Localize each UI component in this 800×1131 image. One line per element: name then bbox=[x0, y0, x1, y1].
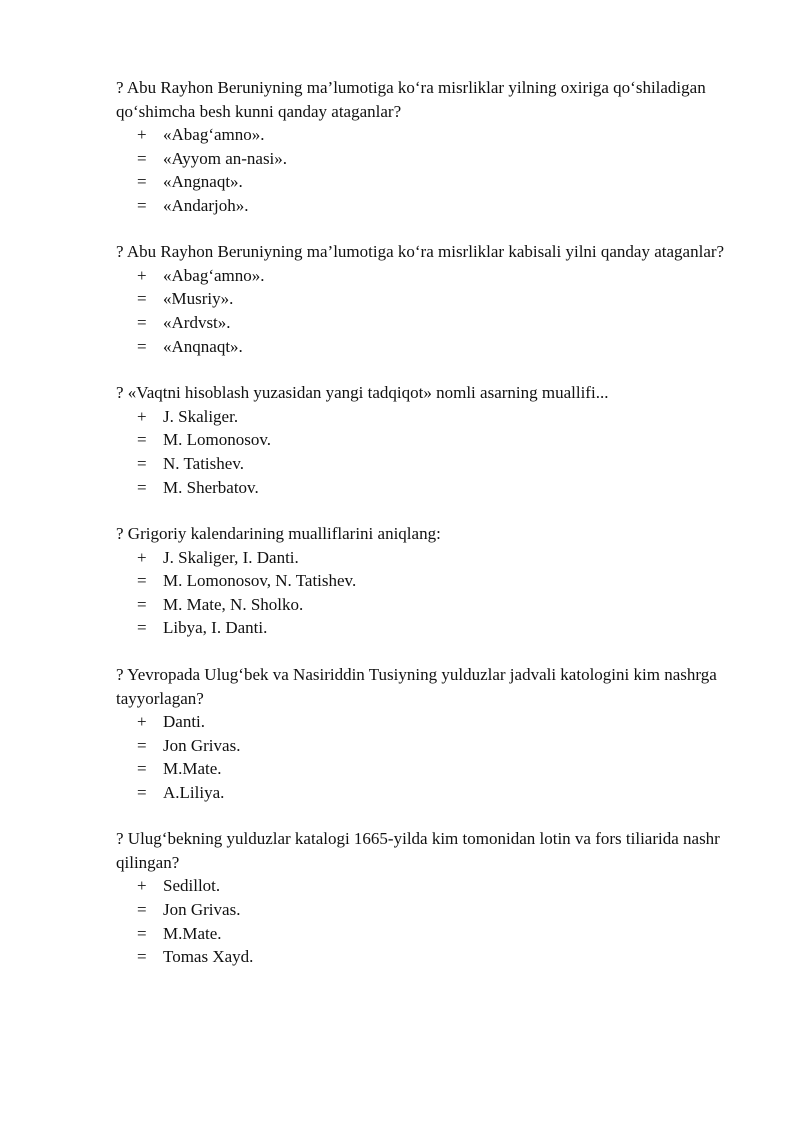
answer-marker: = bbox=[137, 313, 147, 333]
answer-text: «Ardvst». bbox=[163, 313, 231, 333]
answer-text: M.Mate. bbox=[163, 759, 222, 779]
answer-text: Jon Grivas. bbox=[163, 899, 241, 919]
answer-option bbox=[116, 898, 756, 922]
answer-marker: = bbox=[137, 172, 147, 192]
question-block bbox=[116, 827, 756, 968]
answer-option bbox=[116, 710, 756, 734]
answer-text: «Ayyom an-nasi». bbox=[163, 148, 288, 168]
answer-text: J. Skaliger, I. Danti. bbox=[163, 547, 299, 567]
question-block bbox=[116, 240, 756, 358]
answer-option bbox=[116, 170, 756, 194]
answer-option bbox=[116, 781, 756, 805]
answer-marker: = bbox=[137, 289, 147, 309]
answer-marker: = bbox=[137, 453, 147, 473]
answer-marker: = bbox=[137, 735, 147, 755]
answer-marker: = bbox=[137, 477, 147, 497]
answer-text: J. Skaliger. bbox=[163, 406, 239, 426]
answer-option bbox=[116, 428, 756, 452]
answer-option bbox=[116, 194, 756, 218]
answer-marker: = bbox=[137, 782, 147, 802]
answer-option bbox=[116, 287, 756, 311]
question-text: ? «Vaqtni hisoblash yuzasidan yangi tadqiqot» nomli asarning muallifi... bbox=[116, 383, 609, 403]
answer-marker: = bbox=[137, 923, 147, 943]
question-text: ? Abu Rayhon Beruniyning ma’lumotiga ko‘ra misrliklar yilning oxiriga qo‘shiladigan qo‘shimcha besh kunni qanday ataganlar? bbox=[116, 78, 706, 121]
answer-marker: = bbox=[137, 594, 147, 614]
question-block bbox=[116, 522, 756, 640]
question-block bbox=[116, 381, 756, 499]
answer-option bbox=[116, 311, 756, 335]
answer-option bbox=[116, 757, 756, 781]
answer-options bbox=[116, 405, 756, 499]
answer-text: M. Mate, N. Sholko. bbox=[163, 594, 304, 614]
question-text: ? Yevropada Ulug‘bek va Nasiriddin Tusiyning yulduzlar jadvali katologini kim nashrga tayyorlagan? bbox=[116, 665, 717, 708]
answer-marker: = bbox=[137, 148, 147, 168]
answer-option bbox=[116, 569, 756, 593]
document-page bbox=[116, 76, 756, 992]
answer-marker: = bbox=[137, 571, 147, 591]
question-block bbox=[116, 76, 756, 217]
answer-options bbox=[116, 123, 756, 217]
answer-text: «Angnaqt». bbox=[163, 172, 243, 192]
answer-marker: + bbox=[137, 406, 147, 426]
answer-text: «Abag‘amno». bbox=[163, 265, 265, 285]
answer-text: Jon Grivas. bbox=[163, 735, 241, 755]
answer-option bbox=[116, 123, 756, 147]
answer-option bbox=[116, 147, 756, 171]
answer-text: Tomas Xayd. bbox=[163, 947, 254, 967]
answer-text: Libya, I. Danti. bbox=[163, 618, 268, 638]
question-text: ? Abu Rayhon Beruniyning ma’lumotiga ko‘ra misrliklar kabisali yilni qanday ataganlar? bbox=[116, 242, 725, 262]
answer-marker: = bbox=[137, 759, 147, 779]
answer-marker: + bbox=[137, 876, 147, 896]
answer-marker: = bbox=[137, 947, 147, 967]
answer-text: Sedillot. bbox=[163, 876, 221, 896]
answer-marker: = bbox=[137, 430, 147, 450]
answer-text: M.Mate. bbox=[163, 923, 222, 943]
answer-options bbox=[116, 874, 756, 968]
answer-text: «Musriy». bbox=[163, 289, 234, 309]
answer-option bbox=[116, 452, 756, 476]
answer-marker: = bbox=[137, 618, 147, 638]
answer-marker: = bbox=[137, 195, 147, 215]
answer-option bbox=[116, 335, 756, 359]
answer-options bbox=[116, 264, 756, 358]
answer-option bbox=[116, 922, 756, 946]
answer-marker: = bbox=[137, 899, 147, 919]
answer-text: Danti. bbox=[163, 712, 206, 731]
answer-option bbox=[116, 264, 756, 288]
answer-marker: + bbox=[137, 712, 147, 731]
question-text: ? Grigoriy kalendarining mualliflarini aniqlang: bbox=[116, 524, 441, 544]
answer-marker: = bbox=[137, 336, 147, 356]
answer-text: «Andarjoh». bbox=[163, 195, 249, 215]
answer-text: M. Lomonosov, N. Tatishev. bbox=[163, 571, 357, 591]
answer-text: A.Liliya. bbox=[163, 782, 225, 802]
answer-marker: + bbox=[137, 125, 147, 144]
answer-text: N. Tatishev. bbox=[163, 453, 244, 473]
answer-options bbox=[116, 546, 756, 640]
answer-option bbox=[116, 616, 756, 640]
question-block bbox=[116, 663, 756, 804]
answer-option bbox=[116, 593, 756, 617]
answer-option bbox=[116, 546, 756, 570]
answer-text: «Abag‘amno». bbox=[163, 125, 265, 144]
answer-text: «Anqnaqt». bbox=[163, 336, 243, 356]
answer-option bbox=[116, 405, 756, 429]
answer-options bbox=[116, 710, 756, 804]
answer-option bbox=[116, 874, 756, 898]
answer-marker: + bbox=[137, 265, 147, 285]
answer-text: M. Lomonosov. bbox=[163, 430, 271, 450]
answer-option bbox=[116, 734, 756, 758]
answer-text: M. Sherbatov. bbox=[163, 477, 259, 497]
answer-option bbox=[116, 945, 756, 969]
answer-option bbox=[116, 476, 756, 500]
question-text: ? Ulug‘bekning yulduzlar katalogi 1665-yilda kim tomonidan lotin va fors tiliarida nashr qilingan? bbox=[116, 829, 720, 872]
answer-marker: + bbox=[137, 547, 147, 567]
